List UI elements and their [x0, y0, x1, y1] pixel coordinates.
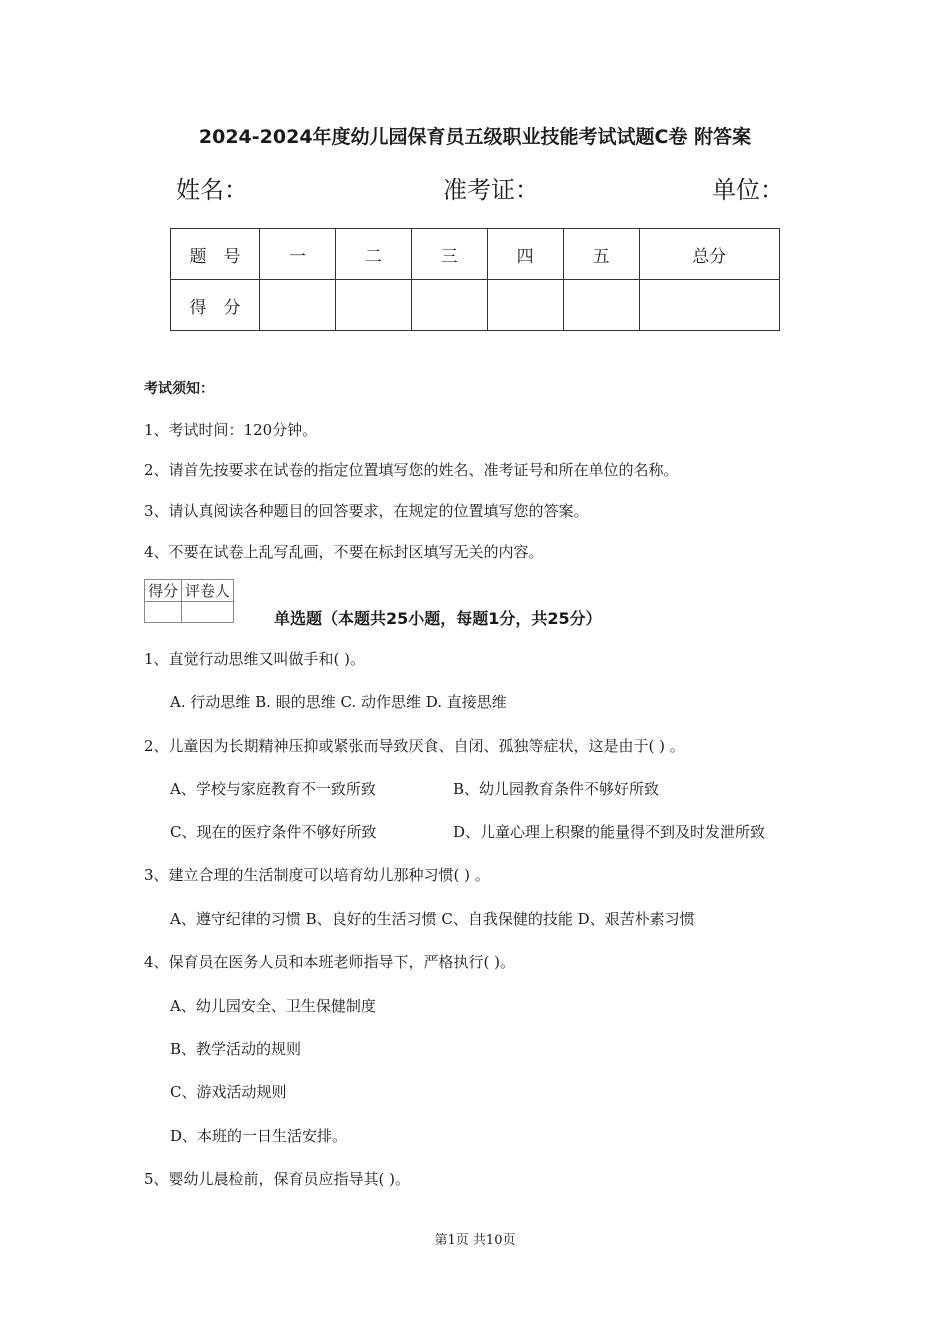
section-title: 单选题（本题共25小题，每题1分，共25分）	[274, 609, 602, 628]
question-2: 2、儿童因为长期精神压抑或紧张而导致厌食、自闭、孤独等症状，这是由于( ) 。	[144, 737, 685, 755]
grader-box-score-label: 得分	[145, 580, 182, 602]
score-table	[170, 228, 780, 331]
header-cell-question-number: 题 号	[171, 229, 260, 280]
grader-box-grader-cell	[182, 602, 234, 623]
question-2-option-a: A、学校与家庭教育不一致所致	[170, 780, 376, 798]
question-4: 4、保育员在医务人员和本班老师指导下，严格执行( )。	[144, 953, 516, 971]
header-cell-total: 总分	[639, 229, 779, 280]
score-cell-total	[639, 280, 779, 331]
document-title: 2024-2024年度幼儿园保育员五级职业技能考试试题C卷 附答案	[198, 126, 752, 148]
grader-box-score-cell	[145, 602, 182, 623]
notice-item-3: 3、请认真阅读各种题目的回答要求，在规定的位置填写您的答案。	[144, 502, 589, 520]
score-cell-section-2	[335, 280, 411, 331]
question-4-option-a: A、幼儿园安全、卫生保健制度	[170, 997, 376, 1015]
grader-box	[144, 579, 234, 623]
header-cell-section-2: 二	[335, 229, 411, 280]
question-3: 3、建立合理的生活制度可以培育幼儿那种习惯( ) 。	[144, 866, 490, 884]
question-5: 5、婴幼儿晨检前，保育员应指导其( )。	[144, 1170, 411, 1188]
score-cell-section-1	[260, 280, 336, 331]
score-cell-section-3	[411, 280, 487, 331]
notice-item-1: 1、考试时间：120分钟。	[144, 421, 318, 439]
question-2-option-d: D、儿童心理上积聚的能量得不到及时发泄所致	[453, 823, 766, 841]
score-table-header-row	[171, 229, 780, 280]
question-4-option-b: B、教学活动的规则	[170, 1040, 302, 1058]
score-row-label: 得 分	[171, 280, 260, 331]
header-cell-section-3: 三	[411, 229, 487, 280]
notice-item-2: 2、请首先按要求在试卷的指定位置填写您的姓名、准考证号和所在单位的名称。	[144, 461, 679, 479]
question-4-option-c: C、游戏活动规则	[170, 1083, 287, 1101]
notice-item-4: 4、不要在试卷上乱写乱画，不要在标封区填写无关的内容。	[144, 543, 544, 561]
question-3-options: A、遵守纪律的习惯 B、良好的生活习惯 C、自我保健的技能 D、艰苦朴素习惯	[170, 910, 695, 928]
header-cell-section-1: 一	[260, 229, 336, 280]
question-2-option-c: C、现在的医疗条件不够好所致	[170, 823, 377, 841]
question-1: 1、直觉行动思维又叫做手和( )。	[144, 650, 366, 668]
score-cell-section-4	[487, 280, 563, 331]
unit-field-label: 单位：	[712, 176, 784, 204]
question-4-option-d: D、本班的一日生活安排。	[170, 1127, 348, 1145]
notice-title: 考试须知：	[144, 381, 214, 397]
grader-box-grader-label: 评卷人	[182, 580, 234, 602]
header-cell-section-4: 四	[487, 229, 563, 280]
exam-id-field-label: 准考证：	[443, 176, 539, 204]
question-2-option-b: B、幼儿园教育条件不够好所致	[453, 780, 660, 798]
page-footer: 第1页 共10页	[434, 1233, 516, 1248]
score-table-score-row	[171, 280, 780, 331]
score-cell-section-5	[563, 280, 639, 331]
header-cell-section-5: 五	[563, 229, 639, 280]
question-1-options: A. 行动思维 B. 眼的思维 C. 动作思维 D. 直接思维	[170, 693, 507, 711]
name-field-label: 姓名：	[176, 176, 248, 204]
